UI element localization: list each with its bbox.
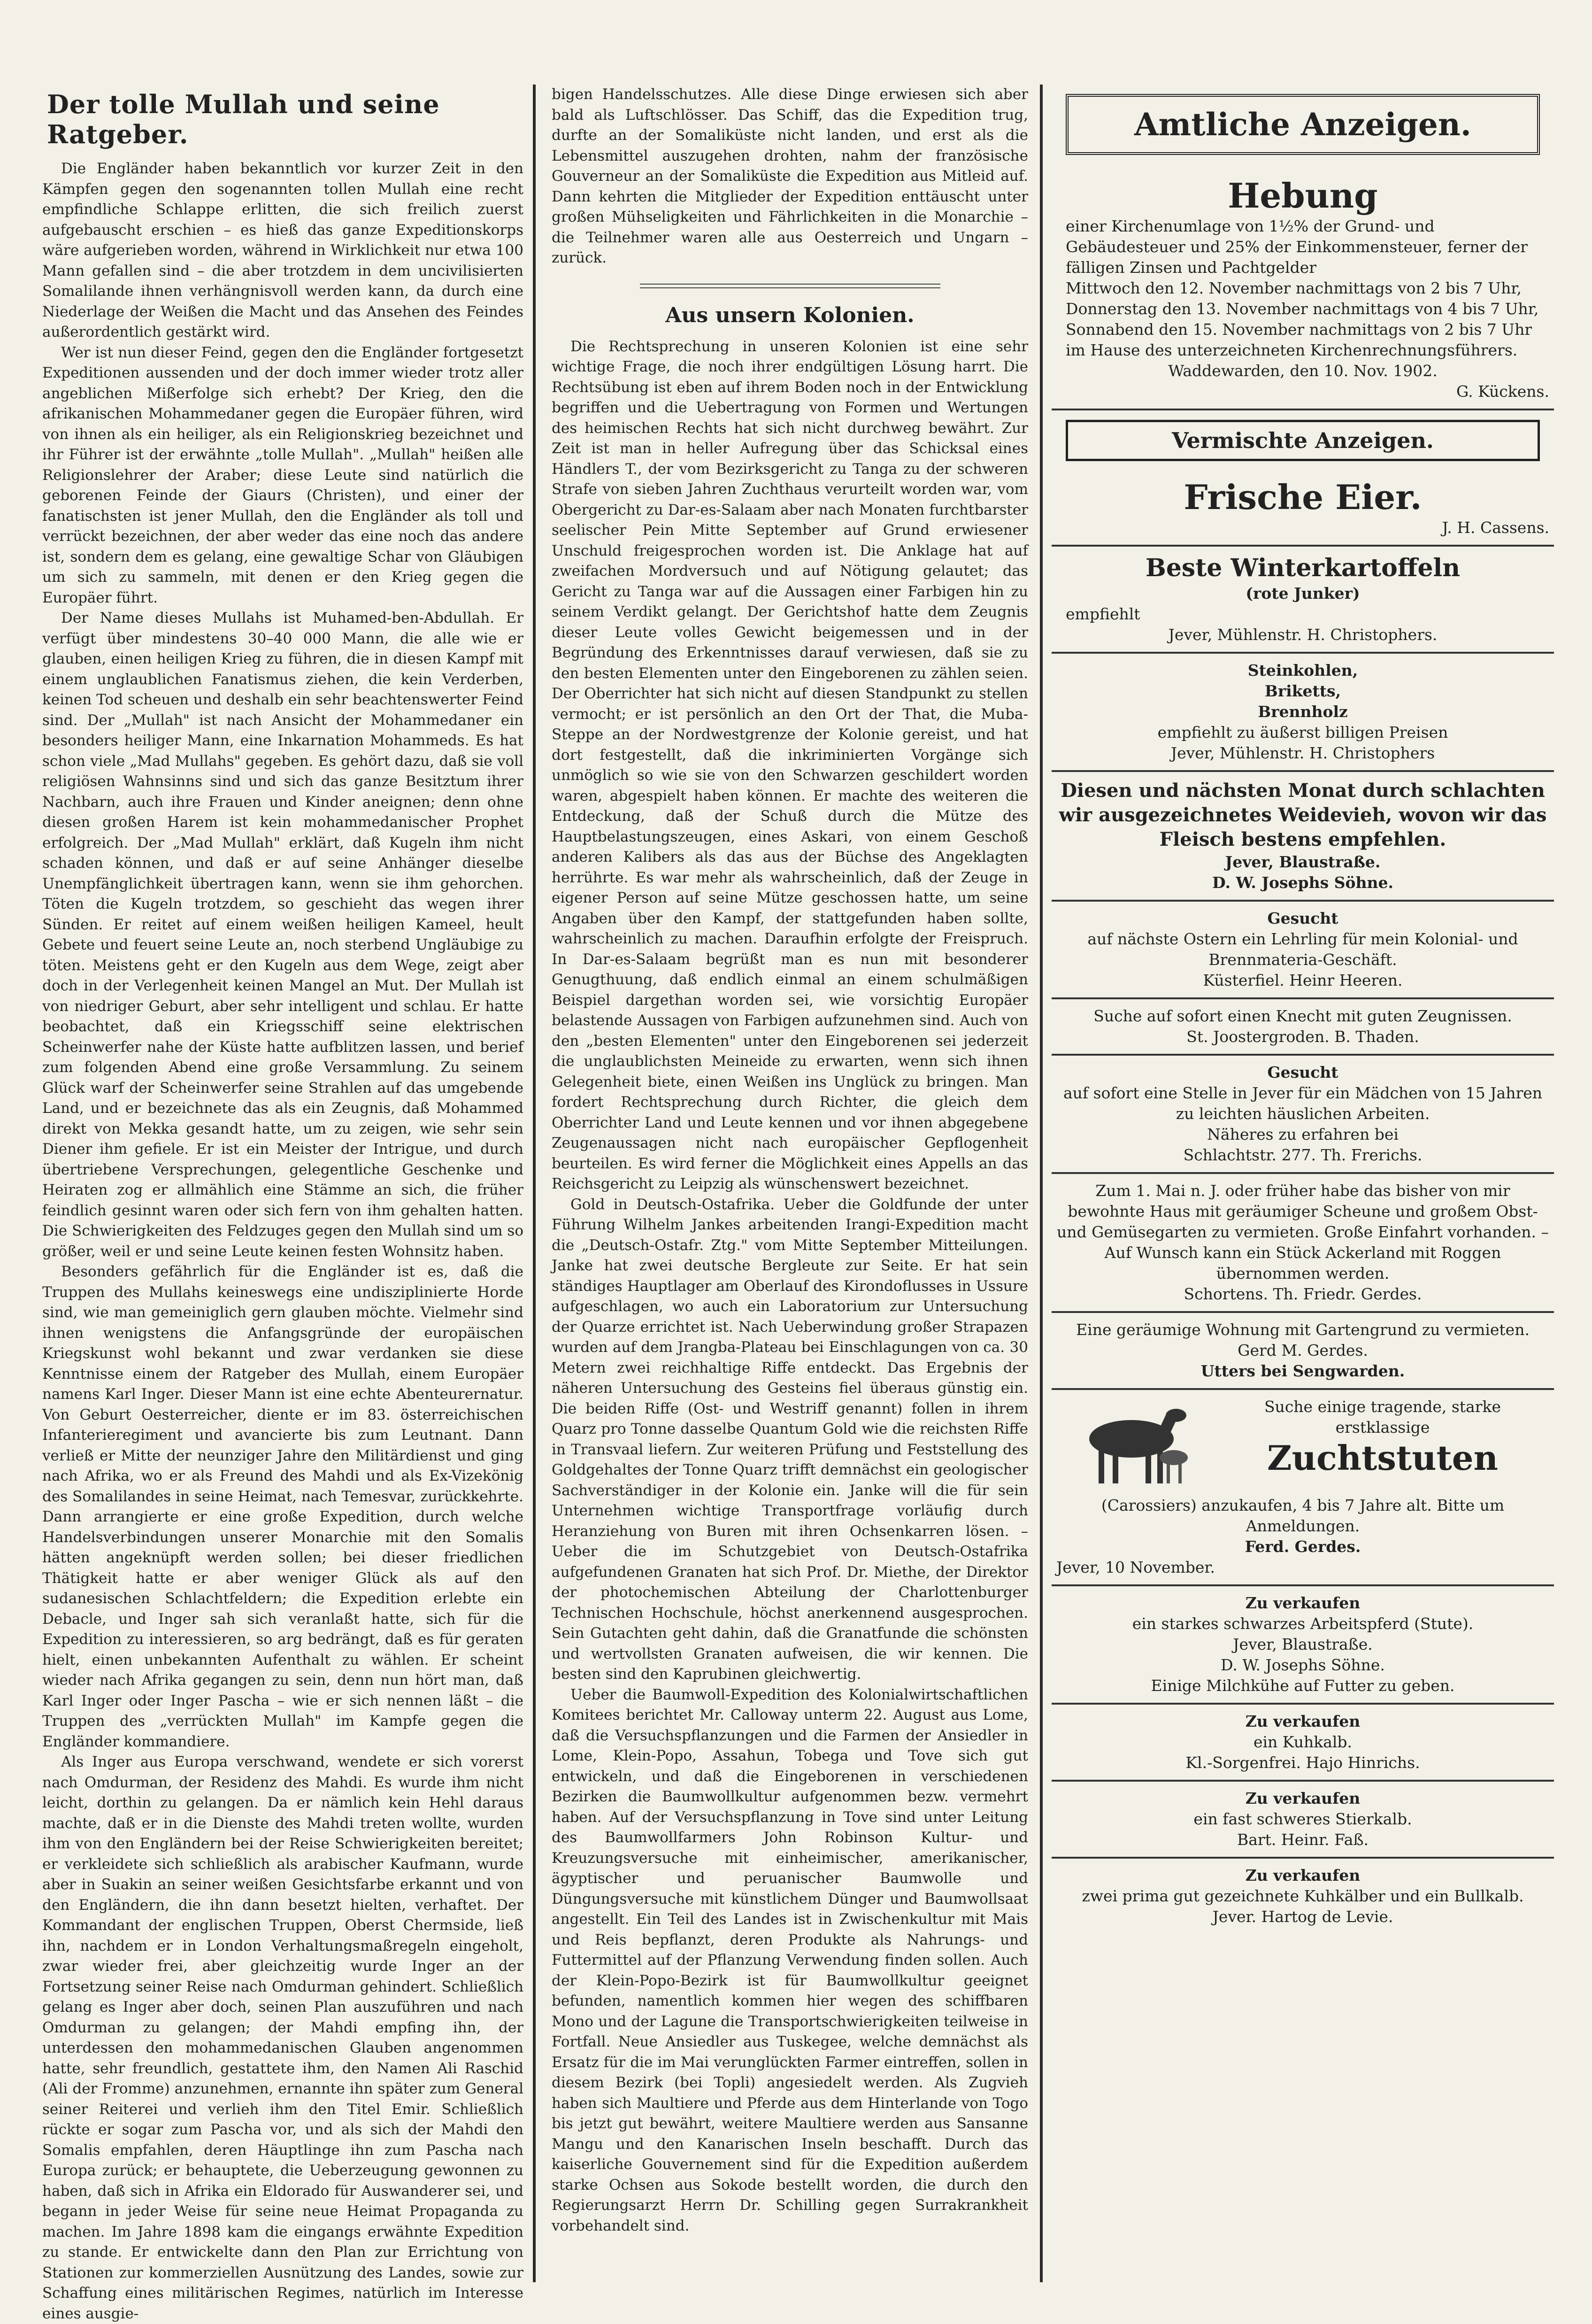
ad-hebung [1052,169,1554,410]
ad-line: Steinkohlen, [1247,661,1358,679]
newspaper-page [38,85,1554,2322]
paragraph: Gold in Deutsch-Ostafrika. Ueber die Goldfunde der unter Führung Wilhelm Jankes arbeitenden Irangi-Expedition macht die „Deutsch-Ostafr. Ztg." vom Mitte September Mitteilungen. Janke hat zwei deutsche Bergleute zur Seite. Er hat sein ständiges Hauptlager am Oberlauf des Kirondoflusses in Ussure aufgeschlagen, wo auch ein Laboratorium zur Untersuchung der Quarze errichtet ist. Nach Ueberwindung großer Strapazen wurden auf dem Jrangba-Plateau bei Einschlagungen von ca. 30 Metern zwei reichhaltige Riffe entdeckt. Das Ergebnis der näheren Untersuchung des Gesteins fiel überaus günstig ein. Die beiden Riffe (Ost- und Westriff genannt) follen in ihrem Quarz pro Tonne dasselbe Quantum Gold wie die reichsten Riffe in Transvaal liefern. Zur weiteren Prüfung und Feststellung des Goldgehaltes der Tonne Quarz trifft demnächst ein geologischer Sachverständiger in der Kolonie ein. Janke will die für sein Unternehmen wichtige Transportfrage vorläufig durch Heranziehung von Buren mit ihren Ochsenkarren lösen. – Ueber die im Schutzgebiet von Deutsch-Ostafrika aufgefundenen Granaten hat sich Prof. Dr. Miethe, der Direktor der photochemischen Abteilung der Charlottenburger Technischen Hochschule, höchst anerkennend ausgesprochen. Sein Gutachten geht dahin, daß die Granatfunde die schönsten und wertvollsten Granaten aufweisen, die wir kennen. Die besten sind den Kaprubinen gleichwertig. [552,1196,1028,1683]
ad-kohlen [1052,654,1554,772]
paragraph: Als Inger aus Europa verschwand, wendete er sich vorerst nach Omdurman, der Residenz des Mahdi. Es wurde ihm nicht leicht, dorthin zu gelangen. Da er nämlich kein Hehl daraus machte, daß er in die Dienste des Mahdi treten wollte, wurden ihm von den Engländern bei der Reise Schwierigkeiten bereitet; er verkleidete sich schließlich als arabischer Kaufmann, wurde aber in Suakin an seiner weißen Gesichtsfarbe erkannt und von den Engländern, die ihn dann besetzt hielten, verhaftet. Der Kommandant der englischen Truppen, Oberst Chermside, ließ ihn, nachdem er in London Verhaltungsmaßregeln eingeholt, zwar wieder frei, aber gleichzeitig wurde Inger an der Fortsetzung seiner Reise nach Omdurman gehindert. Schließlich gelang es Inger aber doch, seinen Plan auszuführen und nach Omdurman zu gelangen; der Mahdi empfing ihn, der unterdessen den mohammedanischen Glauben angenommen hatte, sehr freundlich, gestattete ihm, den Namen Ali Raschid (Ali der Fromme) anzunehmen, ernannte ihn später zum General seiner Reiterei und verlieh ihm den Titel Emir. Schließlich rückte er sogar zum Pascha vor, und als sich der Mahdi den Somalis empfahlen, deren Häuptlinge ihn zum Pascha nach Europa zurück; er behauptete, die Ueberzeugung gewonnen zu haben, daß sich in Afrika ein Eldorado für Auswanderer sei, und begann in jeder Weise für seine neue Heimat Propaganda zu machen. Im Jahre 1898 kam die eingangs erwähnte Expedition zu stande. Er entwickelte dann den Plan zur Errichtung von Stationen zur kommerziellen Ausnützung des Landes, sowie zur Schaffung eines militärischen Regimes, natürlich im Interesse eines ausgie- [42,1753,523,2322]
ad-text: (Carossiers) anzukaufen, 4 bis 7 Jahre alt. Bitte um Anmeldungen. [1101,1496,1505,1535]
ad-text: ein fast schweres Stierkalb. [1193,1810,1412,1828]
ad-sign: St. Joostergroden. B. Thaden. [1186,1027,1419,1046]
ad-place: Jever, Blaustraße. [1225,853,1381,871]
ad-title: Zu verkaufen [1245,1789,1361,1807]
column-ads [1052,85,1554,2282]
ad-sign-name: D. W. Josephs Söhne. [1221,1656,1385,1674]
horse-illustration [1066,1397,1207,1490]
ad-text: Suche auf sofort einen Knecht mit guten Zeugnissen. [1093,1007,1512,1025]
article-body-mullah-cont [552,85,1028,269]
ad-date: Mittwoch den 12. November nachmittags von 2 bis 7 Uhr, [1066,279,1522,297]
ad-subtitle: (rote Junker) [1246,584,1360,602]
ad-text: Einige Milchkühe auf Futter zu geben. [1151,1676,1455,1695]
ad-date: Sonnabend den 15. November nachmittags von 2 bis 7 Uhr [1066,320,1532,339]
ad-sign-place: Waddewarden, den 10. Nov. 1902. [1168,362,1438,380]
ad-verkauf-kuhkalb [1052,1705,1554,1782]
ad-sign-name: Gerd M. Gerdes. [1238,1341,1368,1359]
ad-kartoffeln [1052,547,1554,654]
ad-sign: Schlachtstr. 277. Th. Frerichs. [1183,1146,1423,1164]
ad-title: Beste Winterkartoffeln [1145,554,1461,582]
ad-sign: Schortens. Th. Friedr. Gerdes. [1184,1285,1422,1303]
column-1 [38,85,528,2322]
ad-text: auf nächste Ostern ein Lehrling für mein Kolonial- und Brennmateria-Geschäft. [1087,930,1518,969]
paragraph: Die Engländer haben bekanntlich vor kurzer Zeit in den Kämpfen gegen den sogenannten tollen Mullah eine recht empfindliche Schlappe erlitten, die sich freilich zuerst aufgebauscht erschien – es hieß das ganze Expeditionskorps wäre aufgerieben worden, während in Wirklichkeit nur etwa 100 Mann gefallen sind – die aber trotzdem in dem uncivilisierten Somalilande ihnen verhängnisvoll werden kann, da durch eine Niederlage der Weißen die Macht und das Ansehen des Feindes außerordentlich gestärkt wird. [42,160,523,340]
ad-title: Gesucht [1267,909,1338,927]
ad-wohnung [1052,1313,1554,1390]
ad-sign: Bart. Heinr. Faß. [1237,1830,1369,1849]
ad-title: Zu verkaufen [1245,1712,1361,1730]
ad-gesucht-maedchen [1052,1056,1554,1174]
ad-sign-name: J. H. Cassens. [1442,518,1549,537]
ad-place: Jever, Blaustraße. [1233,1635,1373,1653]
ad-text: Zum 1. Mai n. J. oder früher habe das bisher von mir bewohnte Haus mit geräumiger Scheune und großem Obst- und Gemüsegarten zu vermieten. Große Einfahrt vorhanden. – Auf Wunsch kann ein Stück Ackerland mit Roggen übernommen werden. [1056,1181,1549,1282]
column-rule [533,85,536,2282]
paragraph: Die Rechtsprechung in unseren Kolonien ist eine sehr wichtige Frage, die noch ihrer endgültigen Lösung harrt. Die Rechtsübung ist eben auf ihrem Boden noch in der Entwicklung begriffen und die Uebertragung von Formen und Wertungen des heimischen Rechts hat sich nicht durchweg bewährt. Zur Zeit ist man in heller Aufregung über das Schicksal eines Händlers T., der vom Bezirksgericht zu Tanga zu der schweren Strafe von sieben Jahren Zuchthaus verurteilt worden war, vom Obergericht zu Dar-es-Salaam aber nach Monaten furchtbarster seelischer Pein Mitte September auf Grund erwiesener Unschuld freigesprochen worden ist. Die Anklage hat auf zweifachen Mordversuch und auf Nötigung gelautet; das Gericht zu Tanga war auf die Aussagen einer Farbigen hin zu seinem Verdikt gelangt. Der Gerichtshof hatte dem Zeugnis dieser Leute volles Gewicht beigemessen und in der Begründung des Erkenntnisses darauf verwiesen, daß sie zu den besten Elementen unter den Eingeborenen zu zählen seien. Der Oberrichter hat sich nicht auf diesen Standpunkt zu stellen vermocht; er ist persönlich an den Ort der That, die Muba-Steppe an der Nordwestgrenze der Kolonie gereist, und hat dort festgestellt, daß die inkriminierten Vorgänge sich unmöglich so wie sie von den Schwarzen geschildert worden waren, abgespielt haben können. Er machte des weiteren die Entdeckung, daß der Schuß durch die Mütze des Hauptbelastungszeugen, eines Askari, von einem Geschoß anderen Kalibers als das aus der Büchse des Angeklagten herrührte. Es war mehr als wahrscheinlich, daß der Zeuge in eigener Person auf seine Mütze geschossen hatte, um seine Angaben über den Kampf, der stattgefunden haben sollte, wahrscheinlich zu machen. Daraufhin erfolgte der Freispruch. In Dar-es-Salaam begrüßt man es nun mit besonderer Genugthuung, daß endlich einmal an einem schulmäßigen Beispiel dargethan worden sei, wie vorsichtig Europäer belastende Aussagen von Farbigen aufzunehmen sind. Auch von den „besten Elementen" unter den Eingeborenen sei jederzeit die unglaublichsten Meineide zu erwarten, wenn sich ihnen Gelegenheit biete, einen Weißen ins Unglück zu bringen. Man fordert Rechtsprechung durch Richter, die gleich dem Oberrichter Land und Leute kennen und vor ihnen abgegebene Zeugenaussagen nicht nach europäischer Gepflogenheit beurteilen. Es wird ferner die Möglichkeit eines Appells an das Reichsgericht zu Leipzig als wünschenswert bezeichnet. [552,338,1028,1192]
ad-sign: Küsterfiel. Heinr Heeren. [1203,971,1403,989]
vermischte-anzeigen-title: Vermischte Anzeigen. [1066,420,1540,461]
paragraph: Ueber die Baumwoll-Expedition des Kolonialwirtschaftlichen Komitees berichtet Mr. Calloway unterm 22. August aus Lome, daß die Versuchspflanzungen und die Farmen der Ansiedler in Lome, Klein-Popo, Assahun, Tobega und Tove sich gut entwickeln, und daß die Eingeborenen in verschiedenen Bezirken die Baumwollkultur aufgenommen bezw. vermehrt haben. Auf der Versuchspflanzung in Tove sind unter Leitung des Baumwollfarmers John Robinson Kultur- und Kreuzungsversuche mit einheimischer, amerikanischer, ägyptischer und peruanischer Baumwolle und Düngungsversuche mit künstlichem Dünger und Baumwollsaat angestellt. Ein Teil des Landes ist in Zwischenkultur mit Mais und Reis bepflanzt, deren Produkte als Nahrungs- und Futtermittel auf der Pflanzung Verwendung finden sollen. Auch der Klein-Popo-Bezirk ist für Baumwollkultur geeignet befunden, namentlich kommen hier wegen des schiffbaren Mono und der Lagune die Transportschwierigkeiten teilweise in Fortfall. Neue Ansiedler aus Tuskegee, welche demnächst als Ersatz für die im Mai verunglückten Farmer eintreffen, sollen in diesem Bezirk (bei Topli) angesiedelt werden. Als Zugvieh haben sich Maultiere und Pferde aus dem Hinterlande von Togo bis jetzt gut bewährt, weitere Maultiere werden aus Sansanne Mangu und den Kanarischen Inseln beschafft. Durch das kaiserliche Gouvernement sind für die Expedition außerdem starke Ochsen aus Sokode bestellt worden, die durch den Regierungsarzt Herrn Dr. Schilling gegen Surrakrankheit vorbehandelt sind. [552,1686,1028,2234]
article-body-mullah [42,159,523,2324]
paragraph: bigen Handelsschutzes. Alle diese Dinge erwiesen sich aber bald als Luftschlösser. Das Schiff, das die Expedition trug, durfte an der Somaliküste nicht landen, und erst als die Lebensmittel auszugehen drohten, nahm der französische Gouverneur an der Somaliküste die Expedition aus Mitleid auf. Dann kehrten die Mitglieder der Expedition enttäuscht unter großen Mühseligkeiten und Fährlichkeiten in die Monarchie – die Teilnehmer waren alle aus Oesterreich und Ungarn – zurück. [552,86,1028,266]
column-2 [547,85,1033,2282]
amtliche-anzeigen-title: Amtliche Anzeigen. [1066,94,1540,155]
ad-line: Briketts, [1264,682,1341,700]
article-separator [640,284,940,288]
ad-title: Zu verkaufen [1245,1866,1361,1884]
ad-text: zwei prima gut gezeichnete Kuhkälber und ein Bullkalb. [1082,1887,1524,1905]
ad-line: Brennholz [1258,703,1348,721]
ad-text: ein Kuhkalb. [1253,1733,1353,1751]
ad-text: Eine geräumige Wohnung mit Gartengrund zu vermieten. [1076,1320,1530,1339]
ad-text: im Hause des unterzeichneten Kirchenrechnungsführers. [1066,341,1518,359]
article-headline-kolonien: Aus unsern Kolonien. [665,303,915,327]
ad-title: Hebung [1228,176,1378,216]
paragraph: Besonders gefährlich für die Engländer ist es, daß die Truppen des Mullahs keineswegs eine undisziplinierte Horde sind, wie man gemeiniglich gern glauben möchte. Vielmehr sind ihnen wenigstens die Anfangsgründe der europäischen Kriegskunst wohl bekannt und zwar verdanken sie diese Kenntnisse einem der Ratgeber des Mullah, einem Europäer namens Karl Inger. Dieser Mann ist eine echte Abenteurernatur. Von Geburt Oesterreicher, diente er im 83. österreichischen Infanterieregiment und avancierte bis zum Leutnant. Dann verließ er Mitte der neunziger Jahre den Militärdienst und ging nach Afrika, wo er als Freund des Mahdi und als Ex-Vizekönig des Somalilandes in seine Heimat, nach Temesvar, zurückkehrte. Dann arrangierte er eine große Expedition, durch welche Handelsverbindungen unserer Monarchie mit den Somalis hätten angeknüpft werden sollen; bei dieser friedlichen Thätigkeit hatte er aber weniger Glück als auf den sudanesischen Schlachtfeldern; die Expedition erlebte ein Debacle, und Inger sah sich veranlaßt hatte, sich für die Expedition zu interessieren, so arg bedrängt, daß es für geraten hielt, einen unbekannten Aufenthalt zu wählen. Er scheint wieder nach Afrika gegangen zu sein, denn nun hört man, daß Karl Inger oder Inger Pascha – wie er sich nennen läßt – die Truppen des „verrückten Mullah" im Kampfe gegen die Engländer kommandiere. [42,1263,523,1750]
ad-text: empfiehlt zu äußerst billigen Preisen [1157,723,1448,741]
ad-date: Jever, 10 November. [1056,1558,1215,1576]
ad-knecht [1052,999,1554,1056]
ad-sign: Jever, Mühlenstr. H. Christophers [1170,744,1435,762]
ad-sign-name: Ferd. Gerdes. [1245,1537,1361,1556]
ad-text: einer Kirchenumlage von 1½% der Grund- und Gebäudesteuer und 25% der Einkommensteuer, ferner der fälligen Zinsen und Pachtgelder [1066,217,1528,277]
ad-sign-place: Utters bei Sengwarden. [1200,1362,1405,1380]
ad-fleisch [1052,772,1554,902]
ad-sign-name: G. Kückens. [1456,382,1549,401]
ad-eier [1052,471,1554,547]
ad-sign-name: D. W. Josephs Söhne. [1212,873,1393,892]
ad-text: empfiehlt [1066,605,1140,623]
article-body-kolonien [552,337,1028,2237]
column-rule [1040,85,1043,2282]
ad-date: Donnerstag den 13. November nachmittags von 4 bis 7 Uhr, [1066,300,1539,318]
ad-zuchtstuten [1052,1390,1554,1586]
ad-text: ein starkes schwarzes Arbeitspferd (Stute). [1132,1614,1474,1633]
ad-sign: Kl.-Sorgenfrei. Hajo Hinrichs. [1185,1753,1420,1772]
ad-verkauf-kuhkaelber [1052,1859,1554,1934]
paragraph: Wer ist nun dieser Feind, gegen den die Engländer fortgesetzt Expeditionen aussenden und der doch immer wieder trotz aller angeblichen Mißerfolge sich erhebt? Der Krieg, den die afrikanischen Mohammedaner gegen die Europäer führen, wird von ihnen als ein heiliger, als ein Religionskrieg bezeichnet und ihr Führer ist der erwähnte „tolle Mullah". „Mullah" heißen alle Religionslehrer der Araber; diese Leute sind natürlich die geborenen Feinde der Giaurs (Christen), und einer der fanatischsten ist jener Mullah, den die Engländer als toll und verrückt bezeichnen, der aber weder das eine noch das andere ist, sondern dem es gelang, eine gewaltige Schar von Gläubigen um sich zu sammeln, mit denen er den Krieg gegen die Europäer führt. [42,344,523,606]
ad-verkauf-stierkalb [1052,1782,1554,1859]
ad-sign: Jever. Hartog de Levie. [1212,1907,1393,1926]
ad-gesucht-lehrling [1052,902,1554,999]
ad-title: Frische Eier. [1184,477,1422,517]
ad-text: Suche einige tragende, starke erstklassige [1264,1397,1501,1436]
paragraph: Der Name dieses Mullahs ist Muhamed-ben-Abdullah. Er verfügt über mindestens 30–40 000 Mann, die alle wie er glauben, einen heiligen Krieg zu führen, die in diesen Kampf mit einem unglaublichen Fanatismus ziehen, die kein Verderben, keinen Tod scheuen und deshalb ein sehr beachtenswerter Feind sind. Der „Mullah" ist nach Ansicht der Mohammedaner ein besonders heiliger Mann, eine Inkarnation Mohammeds. Es hat schon viele „Mad Mullahs" gegeben. Es gehört dazu, daß sie voll religiösen Wahnsinns sind und sich das ganze Besitztum ihrer Nachbarn, auch ihre Frauen und Kinder aneignen; denn ohne diesen großen Harem ist kein mohammedanischer Prophet erfolgreich. Der „Mad Mullah" erklärt, daß Kugeln ihm nicht schaden können, und daß er auf seine Anhänger dieselbe Unempfänglichkeit übertragen kann, wenn sie ihm gehorchen. Töten die Kugeln trotzdem, so geschieht das wegen ihrer Sünden. Er reitet auf einem weißen heiligen Kameel, heult Gebete und feuert seine Leute an, noch sterbend Ungläubige zu töten. Meistens geht er den Kugeln aus dem Wege, zeigt aber doch in der Verlegenheit keinen Mangel an Mut. Der Mullah ist von niedriger Geburt, aber sehr intelligent und schlau. Er hatte beobachtet, daß ein Kriegsschiff seine elektrischen Scheinwerfer nahe der Küste hatte aufblitzen lassen, und berief zum folgenden Abend eine große Versammlung. Zu seinem Glück warf der Scheinwerfer seine Strahlen auf das umgebende Land, und er bezeichnete das als ein Zeugnis, daß Mohammed direkt von Mekka gesandt hatte, um zu zeigen, wie sehr sein Diener ihm gefiele. Er ist ein Meister der Intrigue, und durch übertriebene Versprechungen, gelegentliche Geschenke und Heiraten zog er allmählich eine Stämme an sich, die früher feindlich gesinnt waren oder sich fern von ihm gehalten hatten. Die Schwierigkeiten des Feldzuges gegen den Mullah sind um so größer, weil er und seine Leute keinen festen Wohnsitz haben. [42,610,523,1260]
ad-text: auf sofort eine Stelle in Jever für ein Mädchen von 15 Jahren zu leichten häuslichen Arbeiten. [1063,1084,1543,1123]
ad-title: Zu verkaufen [1245,1594,1361,1612]
ad-title: Gesucht [1267,1063,1338,1081]
ad-text: Näheres zu erfahren bei [1207,1125,1399,1143]
ad-haus [1052,1174,1554,1313]
article-headline-mullah: Der tolle Mullah und seine Ratgeber. [47,89,440,149]
ad-verkauf-pferd [1052,1586,1554,1705]
ad-text: Diesen und nächsten Monat durch schlachten wir ausgezeichnetes Weidevieh, wovon wir das Fleisch bestens empfehlen. [1059,780,1547,850]
ad-title: Zuchtstuten [1267,1438,1498,1478]
ad-sign: Jever, Mühlenstr. H. Christophers. [1168,625,1438,644]
